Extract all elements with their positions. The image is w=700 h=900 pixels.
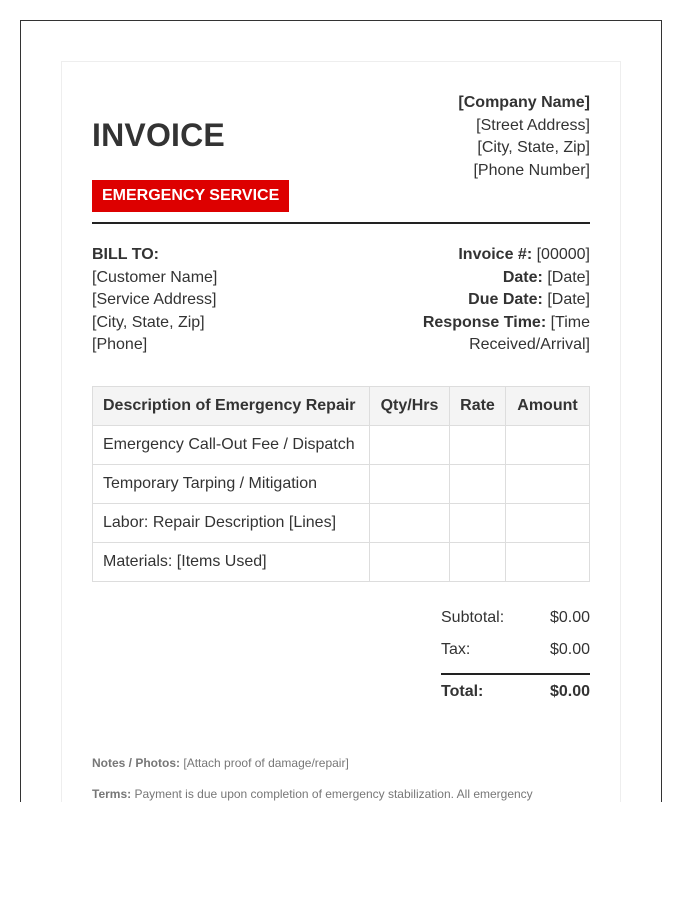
row-amount [505,426,589,465]
row-amount [505,504,589,543]
due-date-value: [Date] [547,291,590,308]
date-value: [Date] [547,268,590,286]
row-rate [450,465,506,504]
total-divider [441,673,590,675]
company-city: [City, State, Zip] [477,139,590,156]
table-header-row [93,387,590,426]
row-description: Emergency Call-Out Fee / Dispatch [93,426,370,465]
due-date-row [330,289,590,312]
header-description: Description of Emergency Repair [93,387,370,426]
subtotal-row [441,602,590,634]
customer-name: [Customer Name] [92,268,218,286]
customer-phone: [Phone] [92,336,148,353]
tax-row [441,634,590,666]
notes-label: Notes / Photos: [92,756,181,770]
row-amount [505,465,589,504]
company-phone: [Phone Number] [473,161,590,179]
due-date-label: Due Date: [468,291,543,308]
row-description: Temporary Tarping / Mitigation [93,465,370,504]
page-frame [20,20,662,802]
row-qty [370,504,450,543]
totals-block [441,602,590,708]
notes-text: [Attach proof of damage/repair] [183,756,349,770]
service-address: [Service Address] [92,291,217,308]
invoice-title: INVOICE [92,117,225,153]
table-row [93,465,590,504]
invoice-meta [330,244,590,357]
terms-label: Terms: [92,787,132,801]
row-rate [450,543,506,582]
row-qty [370,426,450,465]
tax-label: Tax: [441,641,471,658]
row-amount [505,543,589,582]
total-value: $0.00 [549,683,590,700]
notes-line [92,756,590,770]
response-time-label: Response Time: [422,313,547,331]
table-row [93,543,590,582]
header-amount: Amount [505,387,589,426]
response-time-value: [Time [550,313,590,331]
row-description: Labor: Repair Description [Lines] [93,504,370,543]
table-row [93,504,590,543]
customer-city: [City, State, Zip] [92,313,205,331]
invoice-number-row [330,244,590,267]
terms-text: Payment is due upon completion of emergency stabilization. All emergency [134,787,533,801]
header-qty: Qty/Hrs [370,387,450,426]
response-time-value-cont: Received/Arrival] [469,336,590,353]
header-rate: Rate [450,387,506,426]
bill-to-heading: BILL TO: [92,246,159,263]
bill-to-block [92,244,217,357]
response-time-row [330,312,590,335]
row-rate [450,504,506,543]
invoice-number-label: Invoice #: [458,246,533,263]
terms-line [92,787,590,801]
row-qty [370,465,450,504]
row-qty [370,543,450,582]
company-street: [Street Address] [476,116,590,134]
table-row [93,426,590,465]
date-label: Date: [502,268,543,286]
date-row [330,267,590,290]
subtotal-value: $0.00 [549,609,590,626]
header-divider [92,222,590,224]
line-items-table [92,386,590,582]
subtotal-label: Subtotal: [441,609,505,626]
emergency-service-badge: EMERGENCY SERVICE [92,180,289,212]
row-rate [450,426,506,465]
company-name: [Company Name] [458,94,590,111]
row-description: Materials: [Items Used] [93,543,370,582]
invoice-number-value: [00000] [536,246,590,263]
total-row [441,676,590,708]
company-block [458,92,590,182]
total-label: Total: [441,683,484,700]
tax-value: $0.00 [549,641,590,658]
invoice-sheet [61,61,621,802]
